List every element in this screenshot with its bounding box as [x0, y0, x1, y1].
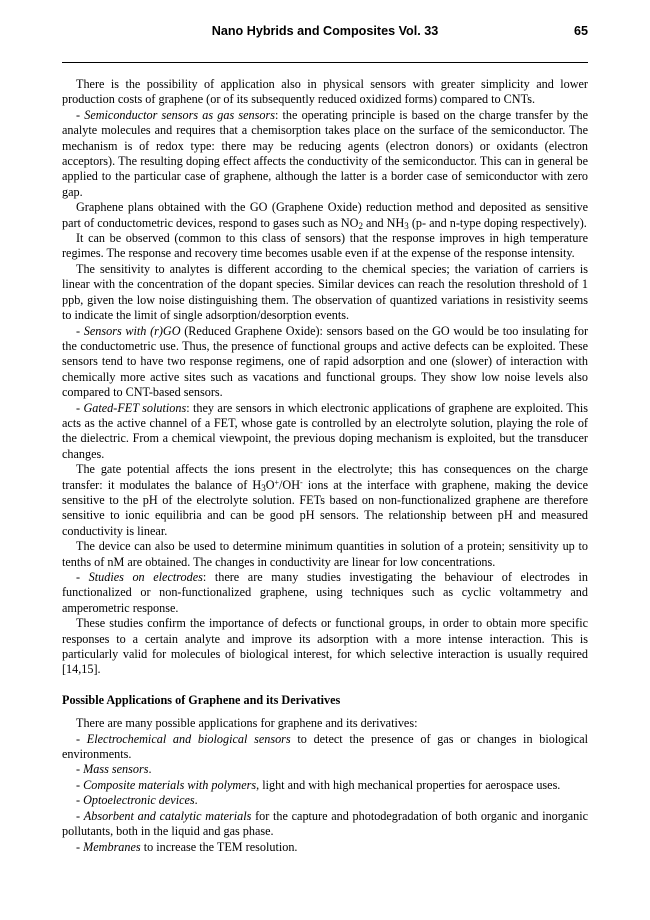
term-rgo-sensors: Sensors with (r)GO — [83, 323, 181, 338]
paragraph-rgo-sensors: - Sensors with (r)GO (Reduced Graphene Oxide): sensors based on the GO would be too insulating for the conductometric use. Thus, the presence of functional groups and active defects can be exploited. These sensors tend to have two response regimens, one of rapid adsorption and one (slower) of interaction with chemically more active sites such as vacations and functional groups. They show low noise levels also compared to CNT-based sensors. — [62, 323, 589, 400]
term-gated-fet: Gated-FET solutions — [83, 400, 187, 415]
section-heading: Possible Applications of Graphene and its Derivatives — [62, 692, 341, 707]
list-item: - Composite materials with polymers, light and with high mechanical properties for aerospace uses. — [76, 777, 561, 792]
term-semiconductor-sensors: Semiconductor sensors as gas sensors — [84, 107, 275, 122]
paragraph-defects: These studies confirm the importance of defects or functional groups, in order to obtain more specific responses to a certain analyte and improve its adsorption with a more intense interaction. This is particularly valid for molecules of biological interest, for which selective interaction is usually required [14,15]. — [62, 616, 588, 677]
list-item: - Membranes to increase the TEM resolution. — [76, 839, 298, 854]
list-item: - Optoelectronic devices. — [76, 793, 198, 808]
paragraph-protein: The device can also be used to determine minimum quantities in solution of a protein; sensitivity up to tenths of nM are obtained. The changes in conductivity are linear for low concentrations. — [62, 539, 588, 569]
page-number: 65 — [573, 24, 588, 38]
journal-title: Nano Hybrids and Composites Vol. 33 — [211, 24, 439, 38]
paragraph-applications-intro: There are many possible applications for graphene and its derivatives: — [76, 716, 418, 731]
list-item: - Electrochemical and biological sensors to detect the presence of gas or changes in biological environments. — [62, 731, 588, 762]
paragraph-physical-sensors: There is the possibility of application also in physical sensors with greater simplicity and lower production costs of graphene (or of its subsequently reduced oxidized forms) compared to CNTs. — [62, 77, 588, 107]
header-rule — [62, 62, 588, 63]
paragraph-graphene-plans: Graphene plans obtained with the GO (Graphene Oxide) reduction method and deposited as sensitive part of conductometric devices, respond to gases such as $NO_2$ and $NH_3$ (p- and n-type doping respectively). — [62, 200, 588, 231]
running-header — [62, 24, 588, 42]
paragraph-sensitivity: The sensitivity to analytes is different according to the chemical species; the variation of carriers is linear with the concentration of the dopant species. Similar devices can reach the resolution threshold of 1 ppb, given the low noise distinguishing them. The observation of quantized variations in resistivity seems to indicate the limit of single adsorption/desorption events. — [62, 261, 588, 323]
paragraph-temperature: It can be observed (common to this class of sensors) that the response improves in high temperature regimes. The response and recovery time becomes usable even if at the expense of the response intensity. — [62, 231, 588, 261]
article-body — [62, 77, 588, 855]
paragraph-gated-fet: - Gated-FET solutions: they are sensors in which electronic applications of graphene are exploited. This acts as the active channel of a FET, whose gate is controlled by an electrolyte solution, playing the role of the dielectric. From a chemical viewpoint, the previous doping mechanism is exploited, but the transducer changes. — [62, 400, 589, 461]
paragraph-semiconductor-sensors: - Semiconductor sensors as gas sensors: the operating principle is based on the charge transfer by the analyte molecules and requires that a chemisorption takes place on the surface of the semiconductor. The mechanism is of redox type: there may be reducing agents (electron donors) or oxidants (electron acceptors). The resulting doping effect affects the conductivity of the semiconductor. This can in general be applied to the particular case of graphene, although the latter is a border case of semiconductor with zero gap. — [62, 107, 588, 199]
paragraph-electrodes: - Studies on electrodes: there are many studies investigating the behaviour of electrodes in functionalized or non-functionalized graphene, using techniques such as cyclic voltammetry and amperometric response. — [62, 570, 588, 615]
list-item: - Absorbent and catalytic materials for the capture and photodegradation of both organic and inorganic pollutants, both in the liquid and gas phase. — [62, 808, 588, 839]
paragraph-gate-potential: The gate potential affects the ions present in the electrolyte; this has consequences on the charge transfer: it modulates the balance of $H_3O^+/OH^-$ ions at the interface with graphene, making the device sensitive to the pH of the electrolyte solution. FETs based on non-functionalized graphene are therefore sensitive to ionic equilibria and can be good pH sensors. The relationship between pH and measured conductivity is linear. — [62, 462, 588, 538]
list-item: - Mass sensors. — [76, 762, 152, 777]
term-electrodes: Studies on electrodes — [88, 570, 203, 584]
